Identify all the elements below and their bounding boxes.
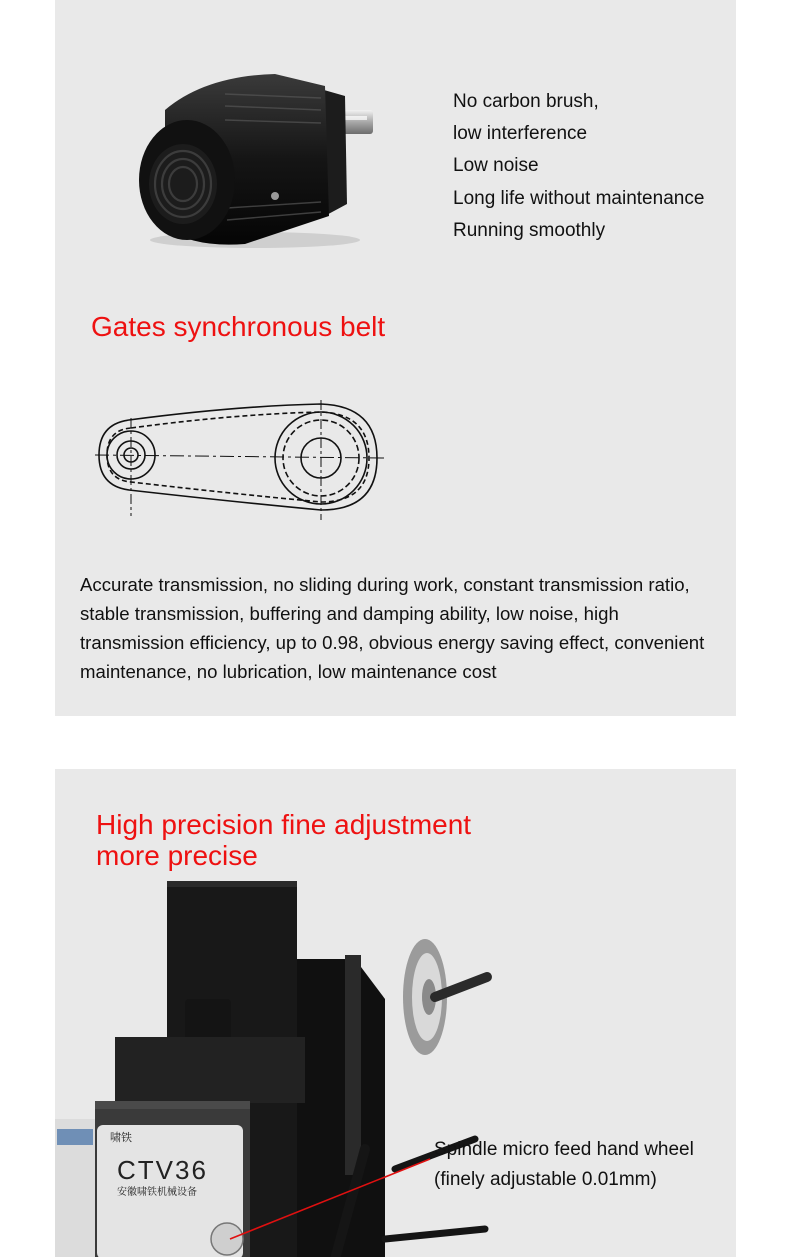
synchronous-belt-diagram [95,398,385,523]
machine-subtitle-label: 安徽啸铁机械设备 [117,1187,197,1198]
motor-feature-item: Low noise [453,155,539,177]
belt-heading: Gates synchronous belt [91,311,386,342]
motor-feature-item: Long life without maintenance [453,187,705,209]
callout-line2: (finely adjustable 0.01mm) [434,1169,657,1190]
motor-feature-item: low interference [453,123,588,145]
belt-description: Accurate transmission, no sliding during work, constant transmission ratio, stable transmission, buffering and damping ability, low noise, high transmission efficiency, up to 0.98, obvious energy saving effect, convenient maintenance, no lubrication, low maintenance cost [80,574,705,682]
precision-heading-line2: more precise [96,840,258,871]
motor-belt-panel [55,0,736,716]
motor-feature-item: Running smoothly [453,219,606,241]
callout-line1: Spindle micro feed hand wheel [434,1139,694,1160]
machine-model-label: CTV36 [117,1155,208,1185]
motor-feature-item: No carbon brush, [453,91,599,112]
precision-heading-line1: High precision fine adjustment [96,809,472,840]
motor-feature-list [453,86,704,247]
hand-wheel-callout [434,1135,694,1195]
precision-panel [55,769,736,1257]
milling-machine-image [55,879,515,1257]
machine-brand-label: 啸铁 [110,1132,132,1144]
brushless-motor-image [125,68,385,253]
precision-heading [96,809,471,871]
